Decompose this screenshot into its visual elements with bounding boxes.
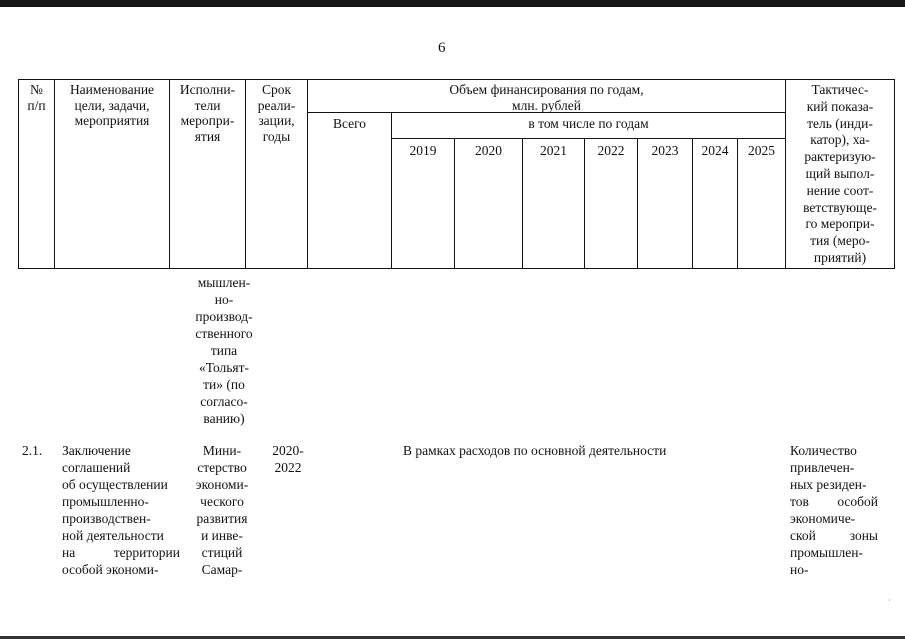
header-year: 2021 xyxy=(540,143,567,158)
top-border xyxy=(0,0,905,7)
row-name-part: территории xyxy=(113,545,180,560)
executor-continuation: мышлен- но- производ- ственного типа «Тольят- ти» (по согласо- ванию) xyxy=(195,275,253,426)
header-year: 2019 xyxy=(409,143,437,158)
header-by-years: в том числе по годам xyxy=(528,116,649,131)
header-year: 2022 xyxy=(597,143,625,158)
row-financing-note: В рамках расходов по основной деятельности xyxy=(403,443,667,458)
header-year: 2024 xyxy=(701,143,729,158)
header-total: Всего xyxy=(332,116,367,131)
header-year: 2025 xyxy=(748,143,775,158)
row-term: 2020- 2022 xyxy=(272,443,304,475)
row-name: Заключение соглашений об осуществлении промышленно- производствен- ной деятельности на территории особой экономи- xyxy=(62,443,180,577)
scan-mark: ˙ xyxy=(888,598,891,608)
row-name-part: на xyxy=(62,545,76,560)
row-number: 2.1. xyxy=(22,443,43,458)
header-indicator: Тактичес- кий показа- тель (инди- катор), ха- рактеризую- щий выпол- нение соот- ветствующе- го меропри- тия (меро- приятий) xyxy=(803,82,877,265)
row-executor: Мини- стерство экономи- ческого развития и инве- стиций Самар- xyxy=(195,443,249,577)
header-year: 2023 xyxy=(651,143,679,158)
header-term: Срок реали- зации, годы xyxy=(257,82,296,144)
header-name: Наименование цели, задачи, мероприятия xyxy=(69,82,155,128)
header-executors: Исполни- тели меропри- ятия xyxy=(179,82,236,144)
header-year: 2020 xyxy=(475,143,502,158)
bottom-border xyxy=(0,636,905,639)
page-number: 6 xyxy=(438,40,446,56)
header-financing: Объем финансирования по годам, млн. рублей xyxy=(449,82,644,113)
header-num: № п/п xyxy=(27,82,46,113)
row-indicator: Количество привлечен- ных резиден- тов особой экономиче- ской зоны промышлен- но- xyxy=(790,443,878,577)
